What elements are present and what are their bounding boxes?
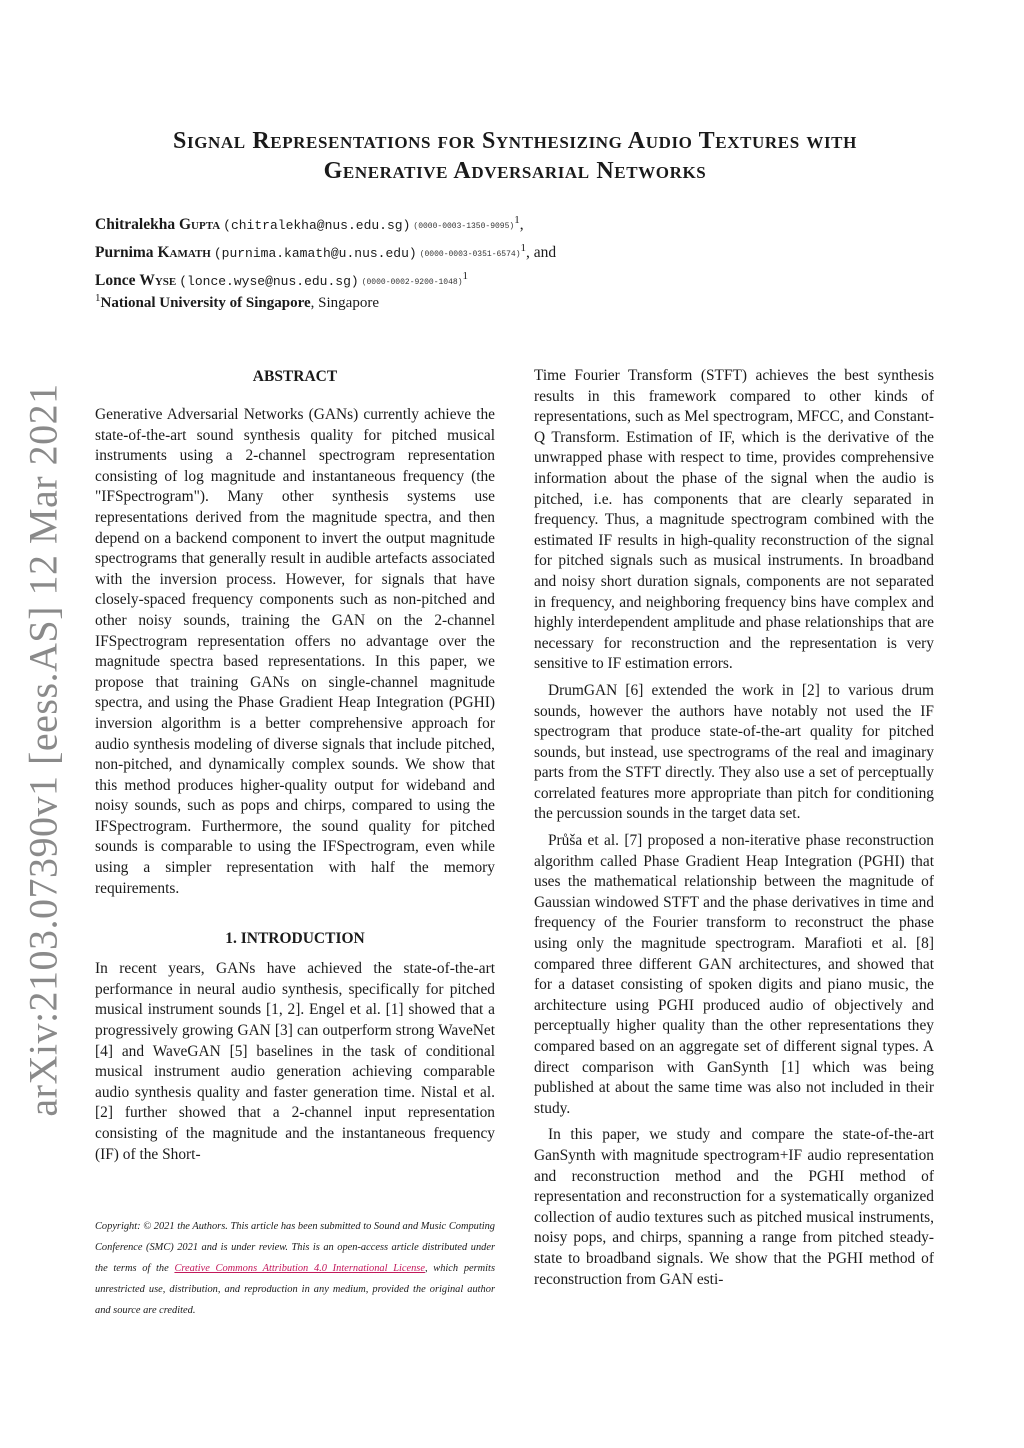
affiliation-number: 1 xyxy=(95,292,101,304)
author-list xyxy=(95,212,935,296)
author-last-name: Wyse xyxy=(139,272,177,289)
author-entry xyxy=(95,240,935,268)
author-separator: , and xyxy=(526,244,557,261)
author-separator: , xyxy=(519,216,524,233)
introduction-heading: 1. INTRODUCTION xyxy=(225,930,365,948)
copyright-text-end: , which permits unrestricted use, distribution, and reproduction in any medium, provided the original author and source are credited. xyxy=(95,1263,495,1316)
intro-paragraph-4: In this paper, we study and compare the state-of-the-art GanSynth with magnitude spectrogram+IF audio representation and reconstruction method and the PGHI method of representation and reconstruction for a systematically organized collection of audio textures such as pitched musical instruments, noisy pops, and chirps, spanning a range from pitched steady-state to broadband signals. We show that the PGHI method of reconstruction from GAN esti- xyxy=(534,1126,934,1288)
intro-paragraph-3: Průša et al. [7] proposed a non-iterative phase reconstruction algorithm called Phase Gradient Heap Integration (PGHI) that uses the mathematical relationship between the magnitude of Gaussian windowed STFT and the phase derivatives in time and frequency of the Fourier transform to reconstruct the phase using only the magnitude spectrogram. Marafioti et al. [8] compared three different GAN architectures, and showed that for a dataset consisting of spoken digits and piano music, the architecture using PGHI produced audio of objectively and perceptually higher quality than the other representations they compared based on an aggregate set of different signal types. A direct comparison with GanSynth [1] which was being published at about the same time was also not included in their study. xyxy=(534,832,934,1117)
author-orcid[interactable]: (0000-0003-1350-9095) xyxy=(413,222,515,231)
paper-title xyxy=(95,126,935,186)
author-email[interactable]: (purnima.kamath@u.nus.edu) xyxy=(213,246,417,261)
author-last-name: Gupta xyxy=(178,216,221,233)
affiliation-marker: 1 xyxy=(462,269,469,282)
author-first-name: Chitralekha xyxy=(95,216,179,233)
title-line-1: Signal Representations for Synthesizing Audio Textures with xyxy=(173,128,857,154)
copyright-text: Copyright: © 2021 the Authors. This article has been submitted to Sound and Music Computing Conference (SMC) 2021 and is under review. This is an open-access article distributed under the terms of the xyxy=(95,1221,495,1274)
institution-name: National University of Singapore xyxy=(100,295,311,311)
author-first-name: Lonce xyxy=(95,272,140,289)
arxiv-stamp xyxy=(14,383,72,1117)
author-orcid[interactable]: (0000-0002-9200-1048) xyxy=(361,278,463,287)
license-link[interactable]: Creative Commons Attribution 4.0 International License xyxy=(174,1263,425,1274)
author-email[interactable]: (lonce.wyse@nus.edu.sg) xyxy=(179,274,359,289)
intro-paragraph-2: DrumGAN [6] extended the work in [2] to various drum sounds, however the authors have notably not used the IF spectrogram that produce state-of-the-art quality for pitched sounds, but instead, use spectrograms of the real and imaginary parts from the STFT directly. They also use a set of perceptually correlated features more appropriate than pitch for conditioning the percussion sounds in the target data set. xyxy=(534,681,934,823)
intro-paragraph-1: In recent years, GANs have achieved the state-of-the-art performance in neural audio synthesis, specifically for pitched musical instrument sounds [1, 2]. Engel et al. [1] showed that a progressively growing GAN [3] can outperform strong WaveNet [4] and WaveGAN [5] baselines in the task of conditional musical instrument audio generation achieving comparable audio synthesis quality and faster generation time. Nistal et al. [2] further showed that a 2-channel input representation consisting of the magnitude and the instantaneous frequency (IF) of the Short- xyxy=(95,960,495,1163)
title-line-2: Generative Adversarial Networks xyxy=(323,158,707,184)
affiliation-marker: 1 xyxy=(520,241,527,254)
abstract-text: Generative Adversarial Networks (GANs) currently achieve the state-of-the-art sound synthesis quality for pitched musical instruments using a 2-channel spectrogram representation consisting of log magnitude and instantaneous frequency (the "IFSpectrogram"). Many other synthesis systems use representations derived from the magnitude spectra, and then depend on a backend component to invert the output magnitude spectrograms that generally result in audible artefacts associated with the inversion process. However, for signals that have closely-spaced frequency components such as non-pitched and other noisy sounds, training the GAN on the 2-channel IFSpectrogram representation offers no advantage over the magnitude spectra based representations. In this paper, we propose that training GANs on single-channel magnitude spectra, and using the Phase Gradient Heap Integration (PGHI) inversion algorithm is a better comprehensive approach for audio synthesis modeling of diverse signals that include pitched, non-pitched, and dynamically complex sounds. We show that this method produces higher-quality output for wideband and noisy sounds, such as pops and chirps, compared to using the IFSpectrogram. Furthermore, the sound quality for pitched sounds is comparable to using the IFSpectrogram, even while using a simpler representation with half the memory requirements. xyxy=(95,406,495,897)
affiliation xyxy=(95,292,379,314)
institution-country: , Singapore xyxy=(310,295,379,311)
left-column xyxy=(95,366,495,1165)
intro-paragraph-1-continued: Time Fourier Transform (STFT) achieves the best synthesis results in this framework compared to other kinds of representations, such as Mel spectrogram, MFCC, and Constant-Q Transform. Estimation of IF, which is the derivative of the unwrapped phase with respect to time, provides comprehensive information about the phase of the signal when the audio is pitched, i.e. has components that are clearly separated in frequency. Thus, a magnitude spectrogram combined with the estimated IF results in high-quality reconstruction of the signal for pitched signals such as musical instruments. In broadband and noisy short duration signals, components are not separated in frequency, and neighboring frequency bins have complex and highly interdependent amplitude and phase relationships that are necessary for reconstruction and the representation is very sensitive to IF estimation errors. xyxy=(534,367,934,673)
abstract-heading: ABSTRACT xyxy=(252,368,338,385)
right-column xyxy=(534,366,934,1290)
author-orcid[interactable]: (0000-0003-0351-6574) xyxy=(419,250,521,259)
author-first-name: Purnima xyxy=(95,244,158,261)
arxiv-id[interactable]: arXiv:2103.07390v1 [eess.AS] 12 Mar 2021 xyxy=(20,383,66,1117)
author-last-name: Kamath xyxy=(157,244,211,261)
author-email[interactable]: (chitralekha@nus.edu.sg) xyxy=(223,218,411,233)
affiliation-marker: 1 xyxy=(514,213,520,226)
copyright-notice xyxy=(95,1216,495,1321)
author-entry xyxy=(95,212,935,240)
